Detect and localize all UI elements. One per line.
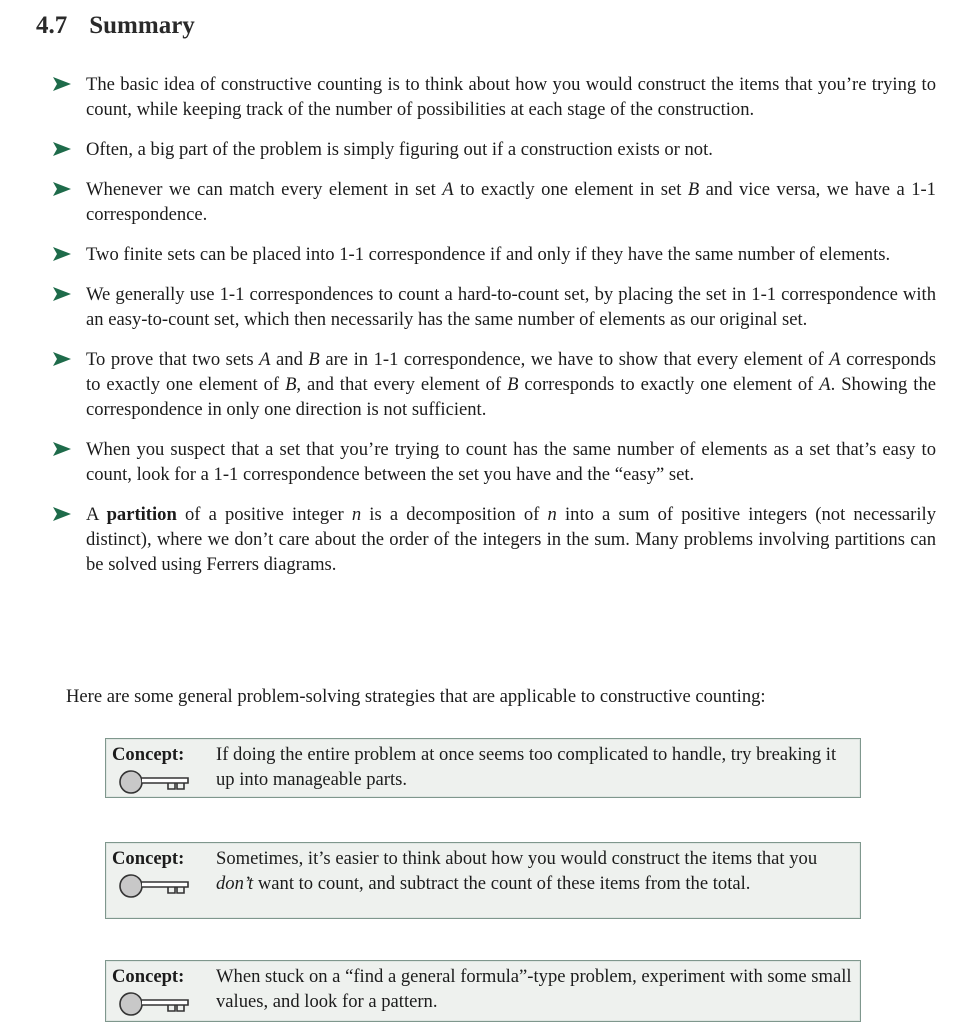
text-run: are in 1-1 correspondence, we have to show that every element of xyxy=(319,349,830,370)
text-run: into a sum of positive integers (not necessarily distinct), where we don’t care about the order of the integers in the sum. Many problems involving partitions can be solved using Ferrers diagrams. xyxy=(86,504,937,575)
arrow-bullet-icon xyxy=(52,137,86,156)
text-run: Often, a big part of the problem is simply figuring out if a construction exists or not. xyxy=(86,139,713,160)
text-run: We generally use 1-1 correspondences to count a hard-to-count set, by placing the set in 1-1 correspondence with an easy-to-count set, which then necessarily has the same number of elements as our original set. xyxy=(86,284,936,330)
key-icon xyxy=(118,873,216,904)
summary-bullet xyxy=(52,242,936,267)
bullet-text xyxy=(86,137,936,162)
text-run: , and that every element of xyxy=(296,374,508,395)
text-run: . Showing the correspondence in only one direction is not sufficient. xyxy=(86,374,937,420)
text-run: A xyxy=(86,504,107,525)
arrow-bullet-icon xyxy=(52,347,86,366)
bullet-text xyxy=(86,347,936,422)
italic-text: B xyxy=(285,374,297,395)
text-run: When stuck on a “find a general formula”-type problem, experiment with some small values, and look for a pattern. xyxy=(216,966,852,1012)
bullet-text xyxy=(86,72,936,122)
summary-bullet xyxy=(52,282,936,332)
arrow-bullet-icon xyxy=(52,177,86,196)
summary-bullet xyxy=(52,347,936,422)
italic-text: B xyxy=(687,179,700,200)
text-run: to exactly one element in set xyxy=(453,179,688,200)
text-run: Two finite sets can be placed into 1-1 correspondence if and only if they have the same number of elements. xyxy=(86,244,891,265)
text-run: is a decomposition of xyxy=(361,504,548,525)
strategies-intro: Here are some general problem-solving strategies that are applicable to constructive counting: xyxy=(66,686,766,707)
bullet-text xyxy=(86,437,936,487)
arrow-bullet-icon xyxy=(52,242,86,261)
concept-box xyxy=(105,842,861,919)
summary-bullet xyxy=(52,72,936,122)
concept-label: Concept: xyxy=(112,744,185,765)
concept-label: Concept: xyxy=(112,848,185,869)
text-run: Whenever we can match every element in set xyxy=(86,179,443,200)
summary-bullet xyxy=(52,502,936,577)
italic-text: A xyxy=(829,349,841,370)
section-heading xyxy=(36,12,195,40)
text-run: To prove that two sets xyxy=(86,349,260,370)
arrow-bullet-icon xyxy=(52,437,86,456)
concept-label: Concept: xyxy=(112,966,185,987)
text-run: and vice versa, we have a 1-1 correspondence. xyxy=(86,179,936,225)
italic-text: B xyxy=(507,374,519,395)
key-icon xyxy=(118,769,216,800)
bullet-text xyxy=(86,282,936,332)
arrow-bullet-icon xyxy=(52,502,86,521)
text-run: The basic idea of constructive counting is to think about how you would construct the items that you’re trying to count, while keeping track of the number of possibilities at each stage of the construction. xyxy=(86,74,936,120)
section-title: Summary xyxy=(89,12,195,39)
key-icon xyxy=(118,991,216,1022)
italic-text: don’t xyxy=(216,872,254,894)
italic-text: A xyxy=(259,349,271,370)
bullet-text xyxy=(86,177,936,227)
section-number: 4.7 xyxy=(36,12,68,39)
summary-bullet xyxy=(52,177,936,227)
concept-text xyxy=(216,965,854,1017)
concept-text xyxy=(216,743,854,793)
italic-text: B xyxy=(308,349,320,370)
italic-text: A xyxy=(442,179,454,200)
bullet-text xyxy=(86,502,936,577)
text-run: want to count, and subtract the count of these items from the total. xyxy=(253,872,751,894)
concept-text xyxy=(216,847,854,914)
text-run: When you suspect that a set that you’re trying to count has the same number of elements as a set that’s easy to count, look for a 1-1 correspondence between the set you have and the “easy” set. xyxy=(86,439,936,485)
summary-list xyxy=(52,72,936,592)
bullet-text xyxy=(86,242,936,267)
text-run: and xyxy=(270,349,309,370)
italic-text: A xyxy=(819,374,831,395)
concept-box xyxy=(105,738,861,798)
summary-bullet xyxy=(52,137,936,162)
text-run: corresponds to exactly one element of xyxy=(86,349,936,395)
italic-text: n xyxy=(547,504,557,525)
concept-box xyxy=(105,960,861,1022)
text-run: of a positive integer xyxy=(176,504,352,525)
text-run: Sometimes, it’s easier to think about how you would construct the items that you xyxy=(216,848,818,869)
arrow-bullet-icon xyxy=(52,72,86,91)
text-run: corresponds to exactly one element of xyxy=(518,374,820,395)
bold-term: partition xyxy=(106,504,177,525)
italic-text: n xyxy=(351,504,362,525)
text-run: If doing the entire problem at once seems too complicated to handle, try breaking it up into manageable parts. xyxy=(216,744,837,790)
arrow-bullet-icon xyxy=(52,282,86,301)
summary-bullet xyxy=(52,437,936,487)
